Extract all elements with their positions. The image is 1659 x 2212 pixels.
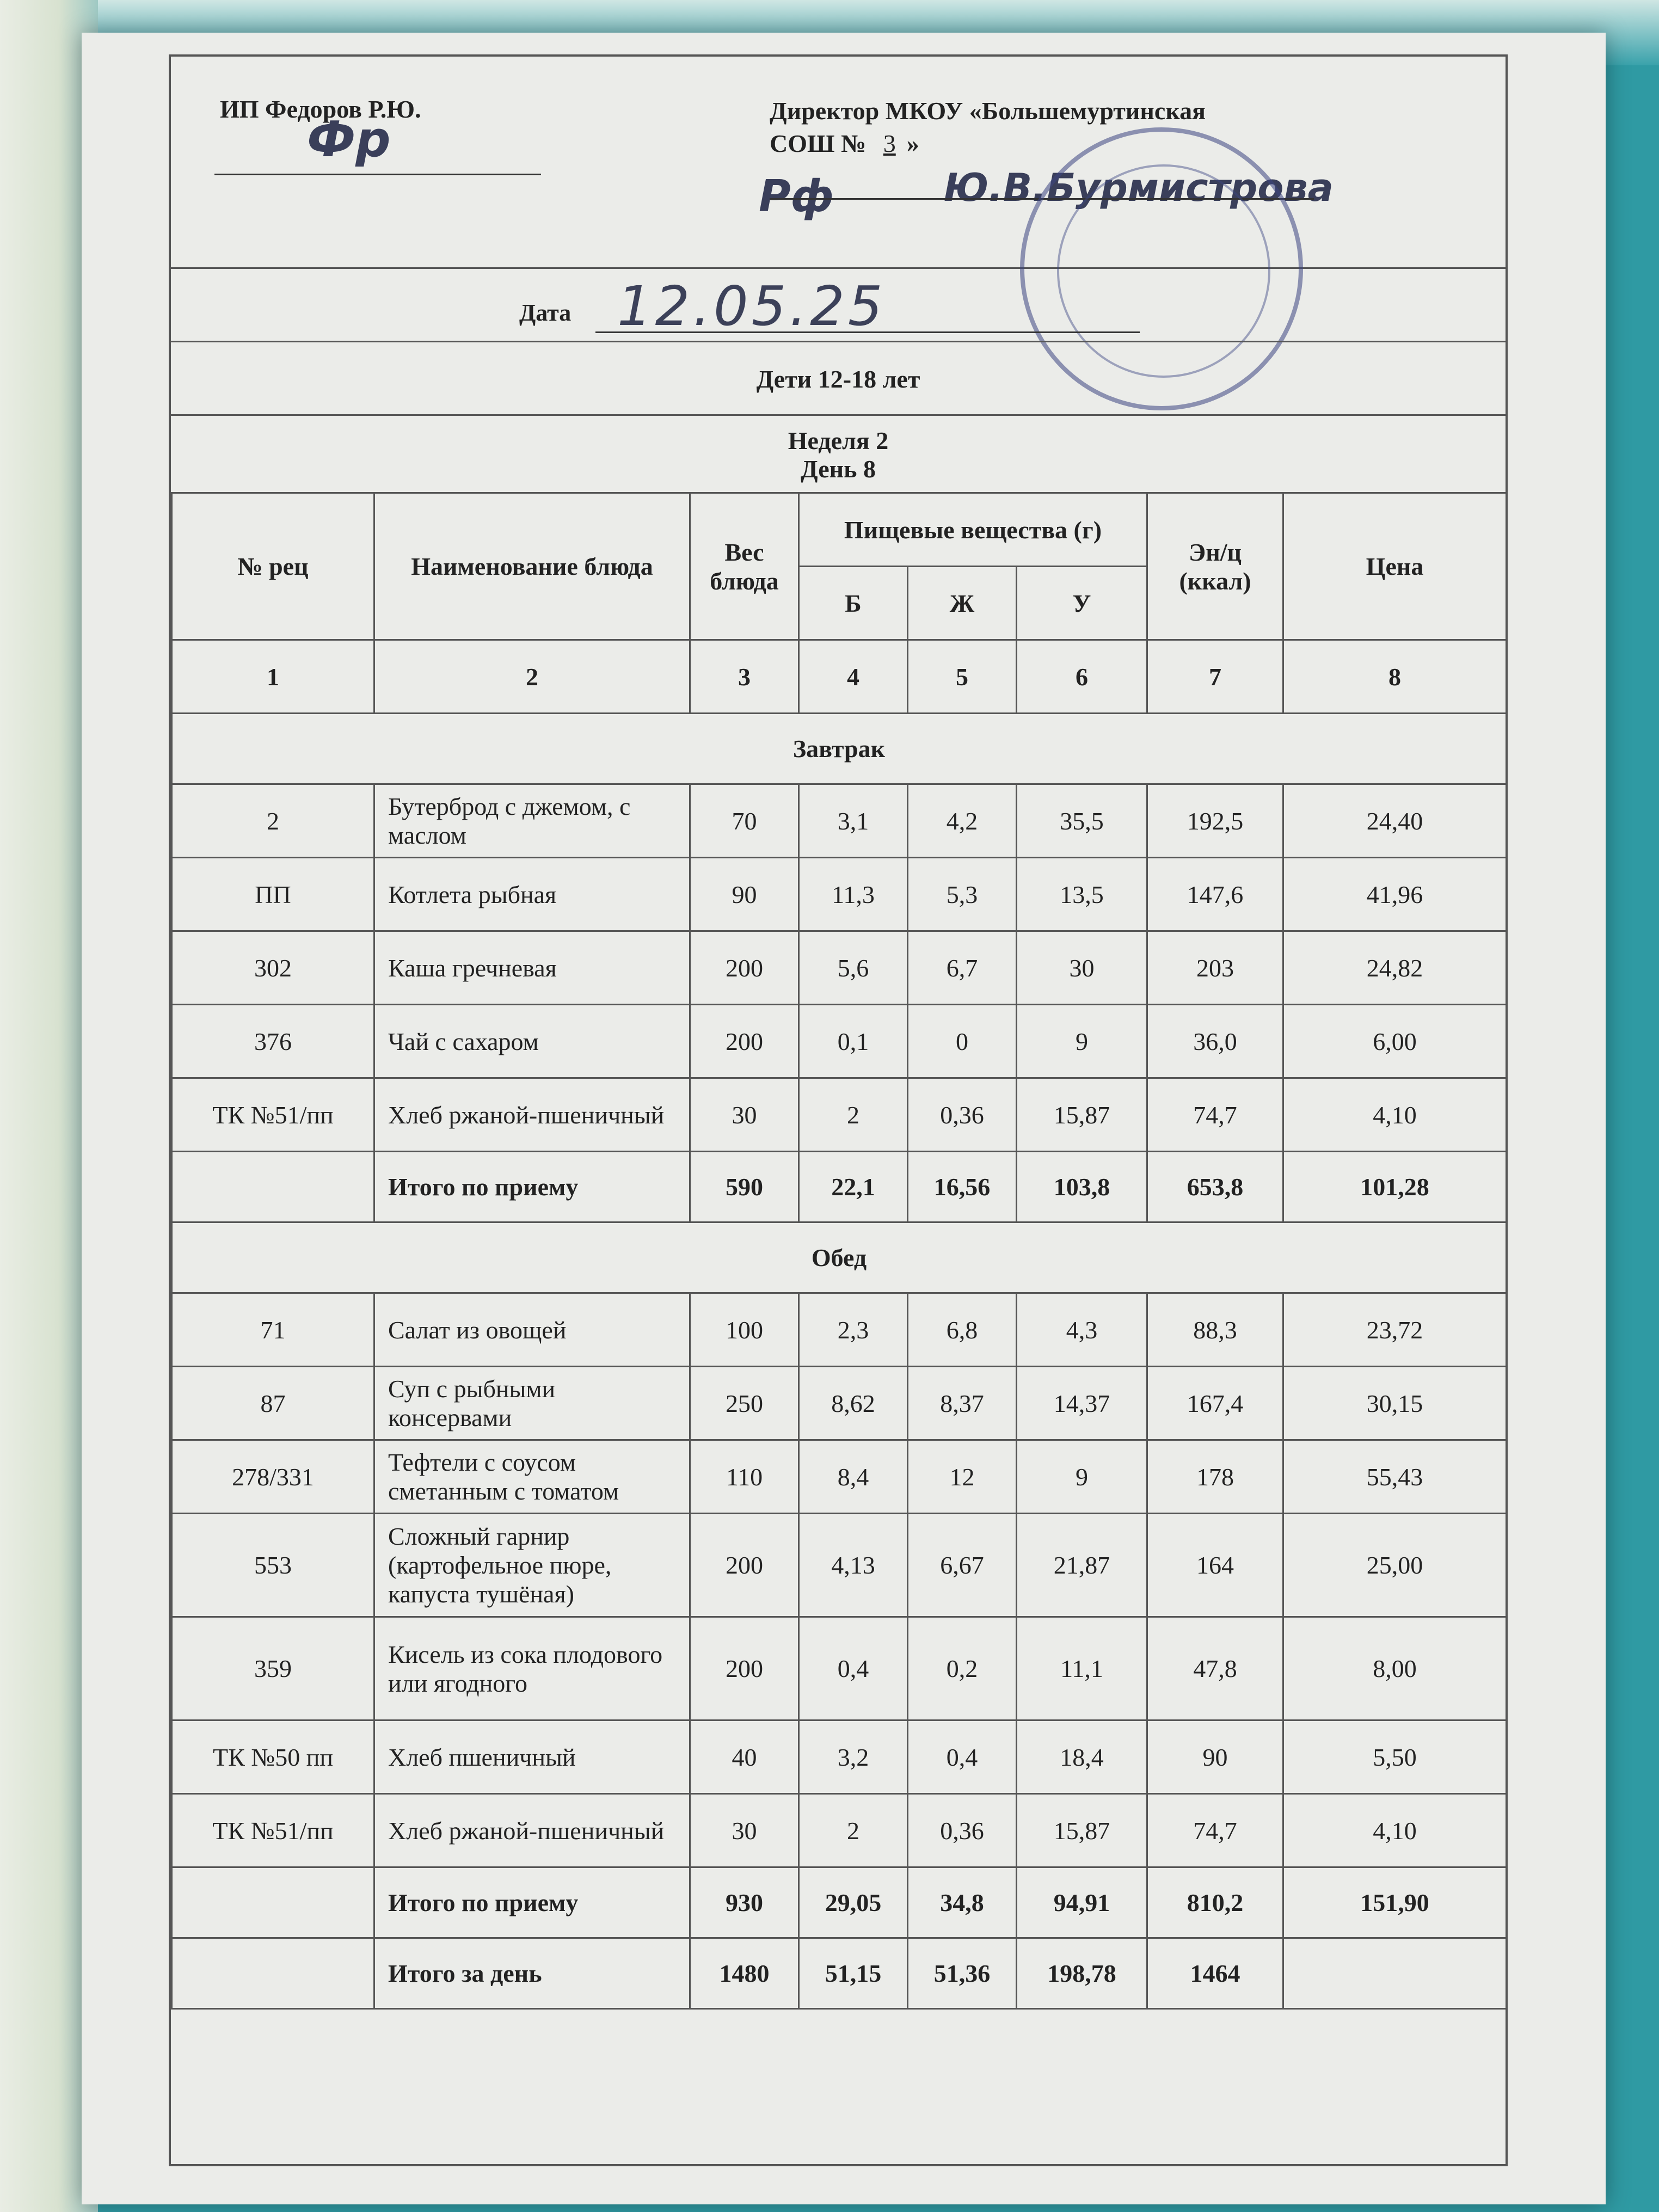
rec-cell: 71	[172, 1293, 374, 1367]
price-cell: 30,15	[1283, 1367, 1507, 1440]
supplier-title: ИП Федоров Р.Ю.	[220, 95, 421, 123]
breakfast-row	[172, 1078, 1507, 1152]
col-name-header: Наименование блюда	[374, 493, 690, 640]
energy-cell: 203	[1147, 931, 1283, 1005]
protein-cell: 8,4	[799, 1440, 908, 1514]
rec-cell	[172, 1867, 374, 1938]
carb-cell: 9	[1017, 1005, 1147, 1078]
dish-name-cell: Хлеб ржаной-пшеничный	[374, 1794, 690, 1867]
col-num: 7	[1147, 640, 1283, 714]
col-num: 2	[374, 640, 690, 714]
breakfast-row	[172, 784, 1507, 858]
col-num: 4	[799, 640, 908, 714]
dish-name-cell: Кисель из сока плодового или ягодного	[374, 1617, 690, 1721]
rec-cell: ТК №51/пп	[172, 1794, 374, 1867]
school-number: 3	[883, 130, 896, 157]
energy-cell: 178	[1147, 1440, 1283, 1514]
energy-cell: 653,8	[1147, 1152, 1283, 1222]
energy-cell: 88,3	[1147, 1293, 1283, 1367]
protein-cell: 3,1	[799, 784, 908, 858]
fat-cell: 34,8	[908, 1867, 1017, 1938]
breakfast-section	[172, 714, 1507, 784]
col-rec-header: № рец	[172, 493, 374, 640]
carb-cell: 13,5	[1017, 858, 1147, 931]
rec-cell: 376	[172, 1005, 374, 1078]
rec-cell: 2	[172, 784, 374, 858]
lunch-rows	[172, 1293, 1507, 1938]
breakfast-row	[172, 931, 1507, 1005]
rec-cell: ПП	[172, 858, 374, 931]
dish-name-cell: Бутерброд с джемом, с маслом	[374, 784, 690, 858]
lunch-row	[172, 1514, 1507, 1617]
dish-name-cell: Итого за день	[374, 1938, 690, 2009]
protein-cell: 4,13	[799, 1514, 908, 1617]
date-label: Дата	[519, 299, 572, 326]
price-cell: 55,43	[1283, 1440, 1507, 1514]
protein-cell: 11,3	[799, 858, 908, 931]
protein-cell: 51,15	[799, 1938, 908, 2009]
director-title-line1: Директор МКОУ «Большемуртинская	[770, 97, 1206, 125]
carb-cell: 103,8	[1017, 1152, 1147, 1222]
column-number-row	[172, 640, 1507, 714]
rec-cell: 553	[172, 1514, 374, 1617]
fat-cell: 0,36	[908, 1794, 1017, 1867]
weight-cell: 200	[690, 1514, 799, 1617]
weight-cell: 40	[690, 1721, 799, 1794]
lunch-total-row	[172, 1867, 1507, 1938]
dish-name-cell: Каша гречневая	[374, 931, 690, 1005]
supplier-signature: Фр	[307, 111, 391, 168]
carb-cell: 11,1	[1017, 1617, 1147, 1721]
dish-name-cell: Тефтели с соусом сметанным с томатом	[374, 1440, 690, 1514]
director-signature: Рф	[759, 171, 834, 222]
director-title-line2: СОШ № 3 »	[770, 130, 919, 157]
energy-cell: 36,0	[1147, 1005, 1283, 1078]
rec-cell: 278/331	[172, 1440, 374, 1514]
energy-cell: 147,6	[1147, 858, 1283, 931]
lunch-section	[172, 1222, 1507, 1293]
carb-cell: 18,4	[1017, 1721, 1147, 1794]
lunch-title: Обед	[172, 1222, 1507, 1293]
rec-cell: 302	[172, 931, 374, 1005]
dish-name-cell: Хлеб пшеничный	[374, 1721, 690, 1794]
date-value: 12.05.25	[617, 274, 886, 338]
rec-cell	[172, 1152, 374, 1222]
protein-cell: 2	[799, 1794, 908, 1867]
fat-cell: 0,2	[908, 1617, 1017, 1721]
lunch-row	[172, 1721, 1507, 1794]
header-row	[172, 493, 1507, 567]
col-num: 8	[1283, 640, 1507, 714]
rec-cell: 87	[172, 1367, 374, 1440]
protein-cell: 5,6	[799, 931, 908, 1005]
weight-cell: 200	[690, 931, 799, 1005]
rec-cell	[172, 1938, 374, 2009]
protein-cell: 2	[799, 1078, 908, 1152]
fat-cell: 0	[908, 1005, 1017, 1078]
rec-cell: ТК №50 пп	[172, 1721, 374, 1794]
col-num: 5	[908, 640, 1017, 714]
breakfast-row	[172, 858, 1507, 931]
weight-cell: 110	[690, 1440, 799, 1514]
col-b-header: Б	[799, 567, 908, 640]
fat-cell: 4,2	[908, 784, 1017, 858]
day-total-row	[172, 1938, 1507, 2009]
breakfast-row	[172, 1005, 1507, 1078]
fat-cell: 8,37	[908, 1367, 1017, 1440]
energy-cell: 1464	[1147, 1938, 1283, 2009]
dish-name-cell: Итого по приему	[374, 1152, 690, 1222]
col-nutrients-header: Пищевые вещества (г)	[799, 493, 1147, 567]
energy-cell: 192,5	[1147, 784, 1283, 858]
energy-cell: 47,8	[1147, 1617, 1283, 1721]
menu-table	[171, 492, 1507, 2010]
price-cell: 25,00	[1283, 1514, 1507, 1617]
date-line	[595, 331, 1140, 333]
carb-cell: 21,87	[1017, 1514, 1147, 1617]
protein-cell: 22,1	[799, 1152, 908, 1222]
energy-cell: 164	[1147, 1514, 1283, 1617]
carb-cell: 94,91	[1017, 1867, 1147, 1938]
breakfast-total-row	[172, 1152, 1507, 1222]
dish-name-cell: Котлета рыбная	[374, 858, 690, 931]
weight-cell: 30	[690, 1794, 799, 1867]
protein-cell: 29,05	[799, 1867, 908, 1938]
lunch-row	[172, 1367, 1507, 1440]
dish-name-cell: Салат из овощей	[374, 1293, 690, 1367]
weight-cell: 70	[690, 784, 799, 858]
protein-cell: 8,62	[799, 1367, 908, 1440]
col-num: 3	[690, 640, 799, 714]
lunch-row	[172, 1617, 1507, 1721]
fat-cell: 12	[908, 1440, 1017, 1514]
energy-cell: 74,7	[1147, 1078, 1283, 1152]
price-cell: 8,00	[1283, 1617, 1507, 1721]
weight-cell: 30	[690, 1078, 799, 1152]
energy-cell: 74,7	[1147, 1794, 1283, 1867]
breakfast-rows	[172, 784, 1507, 1222]
day-total-rows	[172, 1938, 1507, 2009]
price-cell: 4,10	[1283, 1078, 1507, 1152]
fat-cell: 0,4	[908, 1721, 1017, 1794]
price-cell: 23,72	[1283, 1293, 1507, 1367]
day-label: День 8	[801, 455, 876, 483]
price-cell: 5,50	[1283, 1721, 1507, 1794]
rec-cell: 359	[172, 1617, 374, 1721]
weight-cell: 100	[690, 1293, 799, 1367]
fat-cell: 16,56	[908, 1152, 1017, 1222]
menu-sheet	[169, 54, 1508, 2166]
carb-cell: 9	[1017, 1440, 1147, 1514]
fat-cell: 51,36	[908, 1938, 1017, 2009]
carb-cell: 15,87	[1017, 1794, 1147, 1867]
energy-cell: 810,2	[1147, 1867, 1283, 1938]
carb-cell: 198,78	[1017, 1938, 1147, 2009]
dish-name-cell: Чай с сахаром	[374, 1005, 690, 1078]
protein-cell: 2,3	[799, 1293, 908, 1367]
col-zh-header: Ж	[908, 567, 1017, 640]
fat-cell: 5,3	[908, 858, 1017, 931]
price-cell: 6,00	[1283, 1005, 1507, 1078]
price-cell: 24,82	[1283, 931, 1507, 1005]
price-cell: 4,10	[1283, 1794, 1507, 1867]
col-weight-header: Вес блюда	[690, 493, 799, 640]
signature-band	[171, 57, 1506, 269]
protein-cell: 0,4	[799, 1617, 908, 1721]
week-day	[171, 416, 1506, 492]
weight-cell: 930	[690, 1867, 799, 1938]
protein-cell: 0,1	[799, 1005, 908, 1078]
supplier-signature-line	[214, 174, 541, 175]
price-cell: 24,40	[1283, 784, 1507, 858]
dish-name-cell: Сложный гарнир (картофельное пюре, капуста тушёная)	[374, 1514, 690, 1617]
price-cell: 151,90	[1283, 1867, 1507, 1938]
school-label: СОШ №	[770, 130, 867, 157]
dish-name-cell: Хлеб ржаной-пшеничный	[374, 1078, 690, 1152]
dish-name-cell: Суп с рыбными консервами	[374, 1367, 690, 1440]
col-energy-header: Эн/ц (ккал)	[1147, 493, 1283, 640]
carb-cell: 14,37	[1017, 1367, 1147, 1440]
col-num: 1	[172, 640, 374, 714]
director-name-handwritten: Ю.В.Бурмистрова	[944, 165, 1334, 210]
lunch-row	[172, 1293, 1507, 1367]
energy-cell: 90	[1147, 1721, 1283, 1794]
week-label: Неделя 2	[788, 427, 889, 454]
carb-cell: 30	[1017, 931, 1147, 1005]
col-num: 6	[1017, 640, 1147, 714]
weight-cell: 200	[690, 1617, 799, 1721]
weight-cell: 90	[690, 858, 799, 931]
price-cell: 101,28	[1283, 1152, 1507, 1222]
dish-name-cell: Итого по приему	[374, 1867, 690, 1938]
lunch-row	[172, 1440, 1507, 1514]
age-group: Дети 12-18 лет	[171, 342, 1506, 416]
fat-cell: 6,7	[908, 931, 1017, 1005]
energy-cell: 167,4	[1147, 1367, 1283, 1440]
weight-cell: 590	[690, 1152, 799, 1222]
price-cell	[1283, 1938, 1507, 2009]
weight-cell: 1480	[690, 1938, 799, 2009]
breakfast-title: Завтрак	[172, 714, 1507, 784]
rec-cell: ТК №51/пп	[172, 1078, 374, 1152]
fat-cell: 6,67	[908, 1514, 1017, 1617]
carb-cell: 15,87	[1017, 1078, 1147, 1152]
protein-cell: 3,2	[799, 1721, 908, 1794]
weight-cell: 250	[690, 1367, 799, 1440]
col-u-header: У	[1017, 567, 1147, 640]
carb-cell: 4,3	[1017, 1293, 1147, 1367]
fat-cell: 0,36	[908, 1078, 1017, 1152]
lunch-row	[172, 1794, 1507, 1867]
menu-paper	[82, 33, 1606, 2204]
price-cell: 41,96	[1283, 858, 1507, 931]
weight-cell: 200	[690, 1005, 799, 1078]
fat-cell: 6,8	[908, 1293, 1017, 1367]
carb-cell: 35,5	[1017, 784, 1147, 858]
col-price-header: Цена	[1283, 493, 1507, 640]
